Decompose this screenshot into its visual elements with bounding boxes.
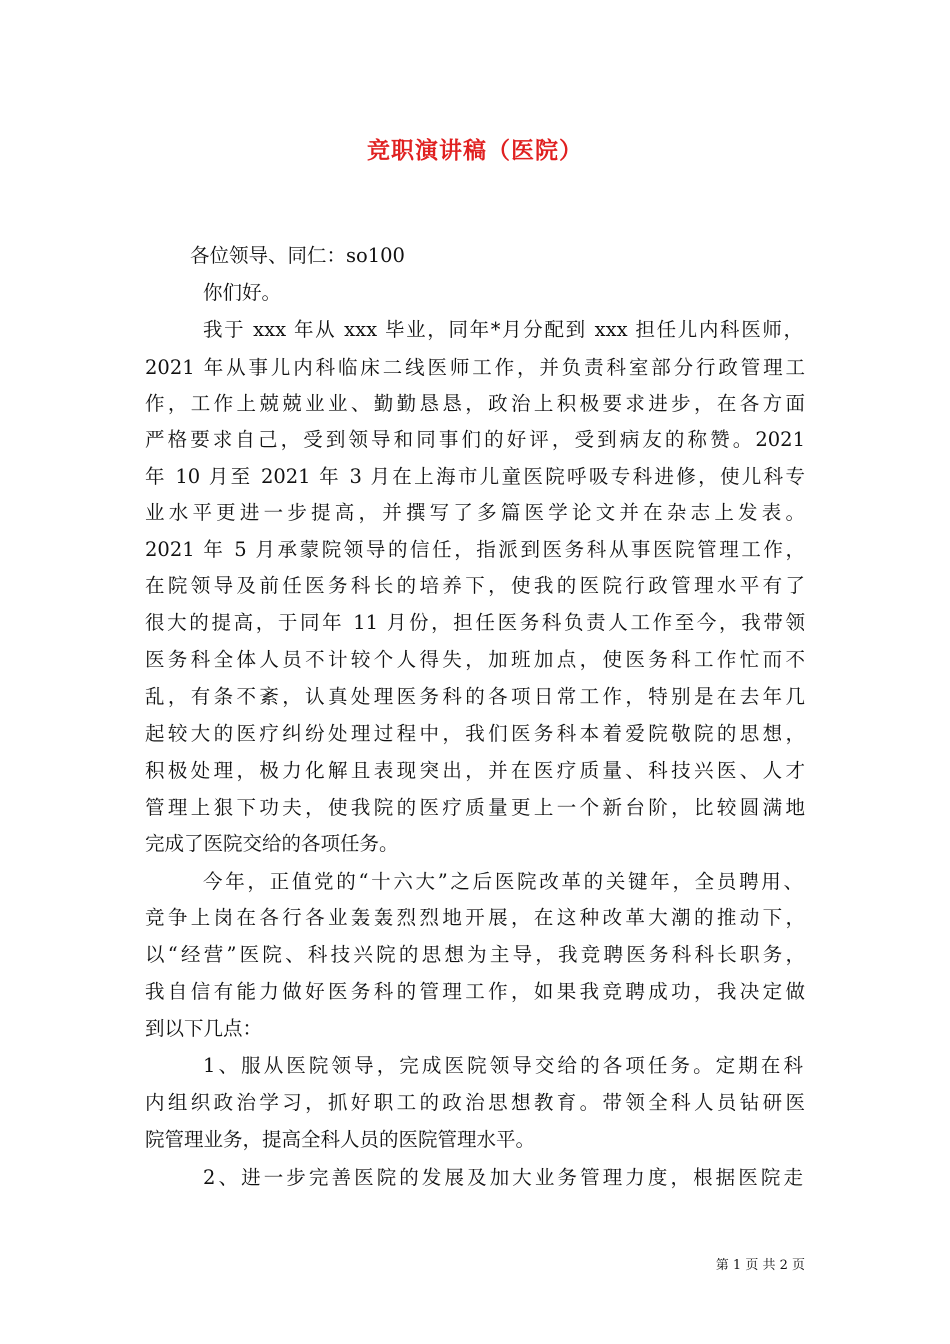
body-line: 2021 年从事儿内科临床二线医师工作，并负责科室部分行政管理工 (145, 356, 805, 379)
body-line: 作，工作上兢兢业业、勤勤恳恳，政治上积极要求进步，在各方面 (145, 392, 805, 415)
body-line: 在院领导及前任医务科长的培养下，使我的医院行政管理水平有了 (145, 574, 805, 597)
body-line: 1、服从医院领导，完成医院领导交给的各项任务。定期在科 (203, 1054, 803, 1077)
body-line: 积极处理，极力化解且表现突出，并在医疗质量、科技兴医、人才 (145, 759, 805, 782)
body-line: 竞争上岗在各行各业轰轰烈烈地开展，在这种改革大潮的推动下， (145, 906, 805, 929)
body-line: 严格要求自己，受到领导和同事们的好评，受到病友的称赞。2021 (145, 428, 805, 451)
body-line: 内组织政治学习，抓好职工的政治思想教育。带领全科人员钻研医 (145, 1091, 805, 1114)
body-line: 管理上狠下功夫，使我院的医疗质量更上一个新台阶，比较圆满地 (145, 796, 805, 819)
body-line: 我自信有能力做好医务科的管理工作，如果我竞聘成功，我决定做 (145, 980, 805, 1003)
body-line: 我于 xxx 年从 xxx 毕业，同年*月分配到 xxx 担任儿内科医师， (203, 318, 803, 341)
body-line: 完成了医院交给的各项任务。 (145, 832, 399, 855)
body-line: 年 10 月至 2021 年 3 月在上海市儿童医院呼吸专科进修，使儿科专 (145, 465, 805, 488)
body-line: 起较大的医疗纠纷处理过程中，我们医务科本着爱院敬院的思想， (145, 722, 805, 745)
document-title: 竞职演讲稿（医院） (367, 137, 583, 164)
body-line: 院管理业务，提高全科人员的医院管理水平。 (145, 1128, 536, 1151)
body-line: 2、进一步完善医院的发展及加大业务管理力度，根据医院走 (203, 1166, 803, 1189)
salutation: 各位领导、同仁：so100 (190, 244, 405, 267)
body-line: 很大的提高，于同年 11 月份，担任医务科负责人工作至今，我带领 (145, 611, 805, 634)
body-line: 乱，有条不紊，认真处理医务科的各项日常工作，特别是在去年几 (145, 685, 805, 708)
body-line: 业水平更进一步提高，并撰写了多篇医学论文并在杂志上发表。 (145, 501, 805, 524)
body-line: 到以下几点： (145, 1017, 263, 1040)
body-line: 今年，正值党的“十六大”之后医院改革的关键年，全员聘用、 (203, 870, 803, 893)
body-line: 以“经营”医院、科技兴院的思想为主导，我竞聘医务科科长职务， (145, 943, 805, 966)
body-line: 医务科全体人员不计较个人得失，加班加点，使医务科工作忙而不 (145, 648, 805, 671)
page-number-footer: 第 1 页 共 2 页 (715, 1258, 805, 1273)
greeting: 你们好。 (203, 281, 282, 304)
body-line: 2021 年 5 月承蒙院领导的信任，指派到医务科从事医院管理工作， (145, 538, 805, 561)
